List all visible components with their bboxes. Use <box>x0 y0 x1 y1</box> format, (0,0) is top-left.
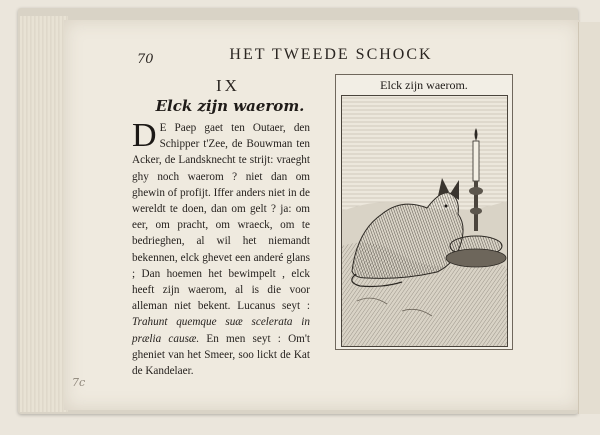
cat-eye <box>445 205 448 208</box>
emblem-body-text <box>132 117 310 379</box>
pencil-mark: 7c <box>72 376 86 389</box>
engraving-image <box>341 95 508 347</box>
emblem-motto: Elck zijn waerom. <box>155 97 305 115</box>
drop-cap: D <box>132 117 157 154</box>
candlestick-foot <box>446 249 506 267</box>
cat-candlestick-engraving <box>342 96 507 346</box>
candlestick-knob <box>469 187 483 195</box>
page-number: 70 <box>137 52 154 67</box>
facing-page-edge <box>578 22 600 414</box>
page-stack <box>20 16 68 412</box>
candle <box>473 141 479 181</box>
running-title: HET TWEEDE SCHOCK <box>229 46 433 63</box>
body-text-part-1: E Paep gaet ten Outaer, den Schipper t'Zee, de Bouwman ten Acker, de Landsknecht te strijt: vraeght ghy noch waerom ? niet dan om ghewin of profijt. Iffer anders niet in de wereldt te doen, dan om gelt ? ja: om eer, om pracht, om wraeck, om te bedrieghen, al wil het niemandt bekennen, elck ghevet een anderé glans ; Dan hoemen het bewimpelt , elck heeft zijn waerom, al is die voor alleman niet bekent. Lucanus seyt : <box>132 122 310 313</box>
body-text-part-2: En men seyt : Om't gheniet van het Smeer, soo lickt de Kat de Kandelaer. <box>132 332 310 378</box>
candlestick-knob-lower <box>470 208 482 215</box>
emblem-number: IX <box>216 76 240 95</box>
plate-title: Elck zijn waerom. <box>380 78 468 92</box>
engraving-plate <box>335 74 513 350</box>
latin-quote: Trahunt quemque suæ scelerata in prælia causæ. <box>132 316 310 345</box>
